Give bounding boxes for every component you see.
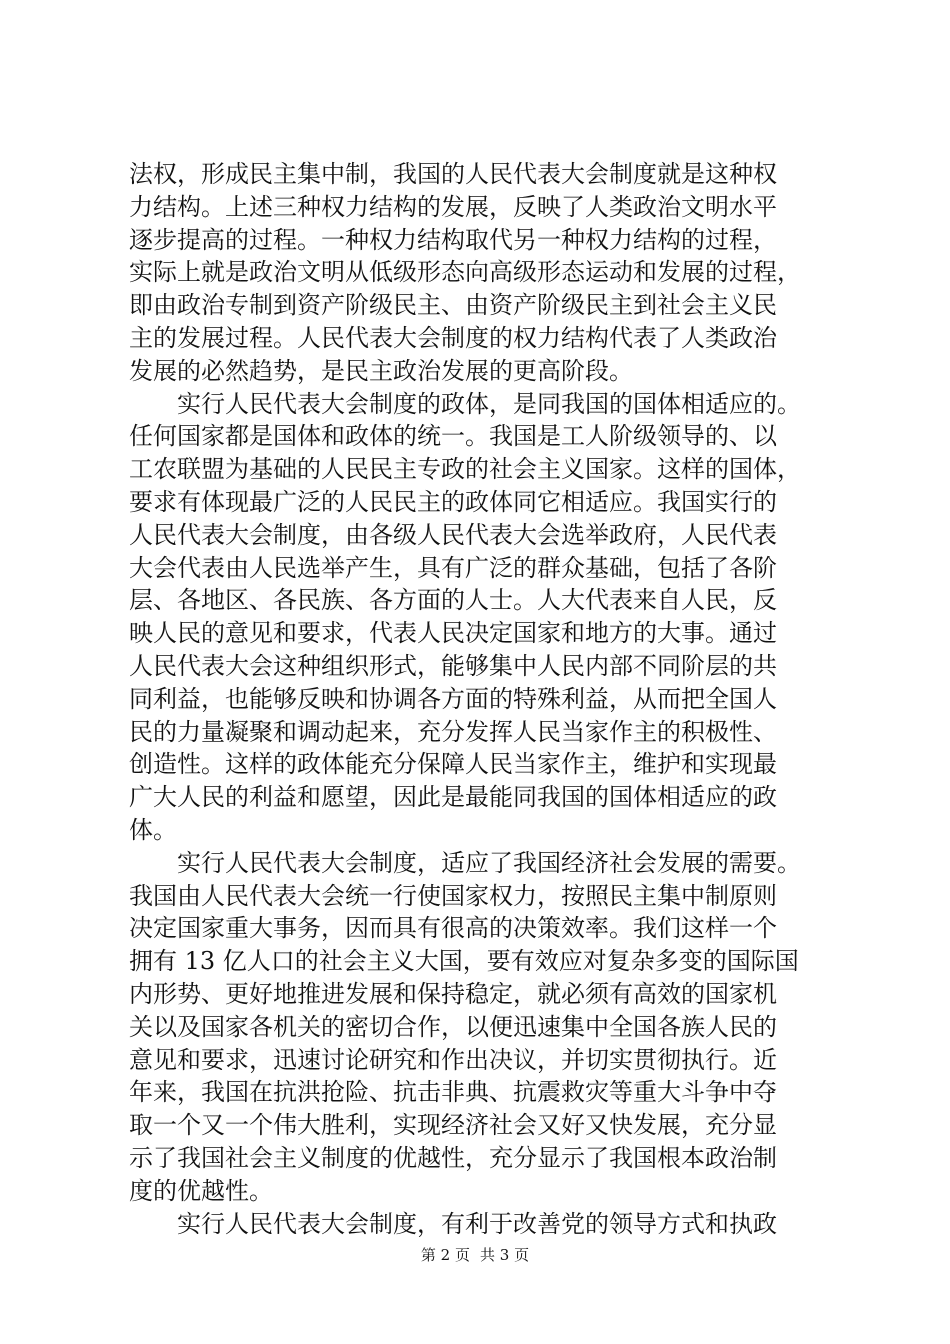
text-line: 广大人民的利益和愿望，因此是最能同我国的国体相适应的政: [129, 783, 777, 812]
text-line: 取一个又一个伟大胜利，实现经济社会又好又快发展，充分显: [129, 1111, 777, 1140]
text-line: 实际上就是政治文明从低级形态向高级形态运动和发展的过程，: [129, 258, 801, 287]
page-number: 第 2 页: [420, 1246, 470, 1264]
text-line: 映人民的意见和要求，代表人民决定国家和地方的大事。通过: [129, 619, 777, 648]
text-line: 要求有体现最广泛的人民民主的政体同它相适应。我国实行的: [129, 487, 777, 516]
text-line: 主的发展过程。人民代表大会制度的权力结构代表了人类政治: [129, 323, 777, 352]
text-line: 示了我国社会主义制度的优越性，充分显示了我国根本政治制: [129, 1143, 777, 1172]
text-line: 人民代表大会这种组织形式，能够集中人民内部不同阶层的共: [129, 651, 777, 680]
text-line: 创造性。这样的政体能充分保障人民当家作主，维护和实现最: [129, 750, 777, 779]
text-line: 民的力量凝聚和调动起来，充分发挥人民当家作主的积极性、: [129, 717, 777, 746]
paragraph-first-line: 实行人民代表大会制度，适应了我国经济社会发展的需要。: [177, 848, 801, 877]
page-total: 共 3 页: [480, 1246, 530, 1264]
text-line: 决定国家重大事务，因而具有很高的决策效率。我们这样一个: [129, 914, 777, 943]
text-line: 层、各地区、各民族、各方面的人士。人大代表来自人民，反: [129, 586, 777, 615]
text-line: 力结构。上述三种权力结构的发展，反映了人类政治文明水平: [129, 192, 777, 221]
text-line: 逐步提高的过程。一种权力结构取代另一种权力结构的过程，: [129, 225, 777, 254]
paragraph-first-line: 实行人民代表大会制度，有利于改善党的领导方式和执政: [177, 1209, 777, 1238]
text-line: 人民代表大会制度，由各级人民代表大会选举政府，人民代表: [129, 520, 777, 549]
text-line: 关以及国家各机关的密切合作，以便迅速集中全国各族人民的: [129, 1012, 777, 1041]
text-line: 意见和要求，迅速讨论研究和作出决议，并切实贯彻执行。近: [129, 1045, 777, 1074]
text-line: 工农联盟为基础的人民民主专政的社会主义国家。这样的国体，: [129, 455, 801, 484]
text-line: 发展的必然趋势，是民主政治发展的更高阶段。: [129, 356, 633, 385]
text-line: 任何国家都是国体和政体的统一。我国是工人阶级领导的、以: [129, 422, 777, 451]
document-body: [129, 158, 833, 1240]
text-line: 大会代表由人民选举产生，具有广泛的群众基础，包括了各阶: [129, 553, 777, 582]
text-line: 体。: [129, 815, 177, 844]
text-line: 法权，形成民主集中制，我国的人民代表大会制度就是这种权: [129, 160, 777, 188]
text-line: 同利益，也能够反映和协调各方面的特殊利益，从而把全国人: [129, 684, 777, 713]
text-line: 拥有 13 亿人口的社会主义大国，要有效应对复杂多变的国际国: [129, 947, 799, 976]
page-footer: [0, 1245, 950, 1265]
text-line: 度的优越性。: [129, 1176, 273, 1205]
text-line: 内形势、更好地推进发展和保持稳定，就必须有高效的国家机: [129, 979, 777, 1008]
text-line: 即由政治专制到资产阶级民主、由资产阶级民主到社会主义民: [129, 291, 777, 320]
text-line: 年来，我国在抗洪抢险、抗击非典、抗震救灾等重大斗争中夺: [129, 1078, 777, 1107]
paragraph-first-line: 实行人民代表大会制度的政体，是同我国的国体相适应的。: [177, 389, 801, 418]
text-line: 我国由人民代表大会统一行使国家权力，按照民主集中制原则: [129, 881, 777, 910]
